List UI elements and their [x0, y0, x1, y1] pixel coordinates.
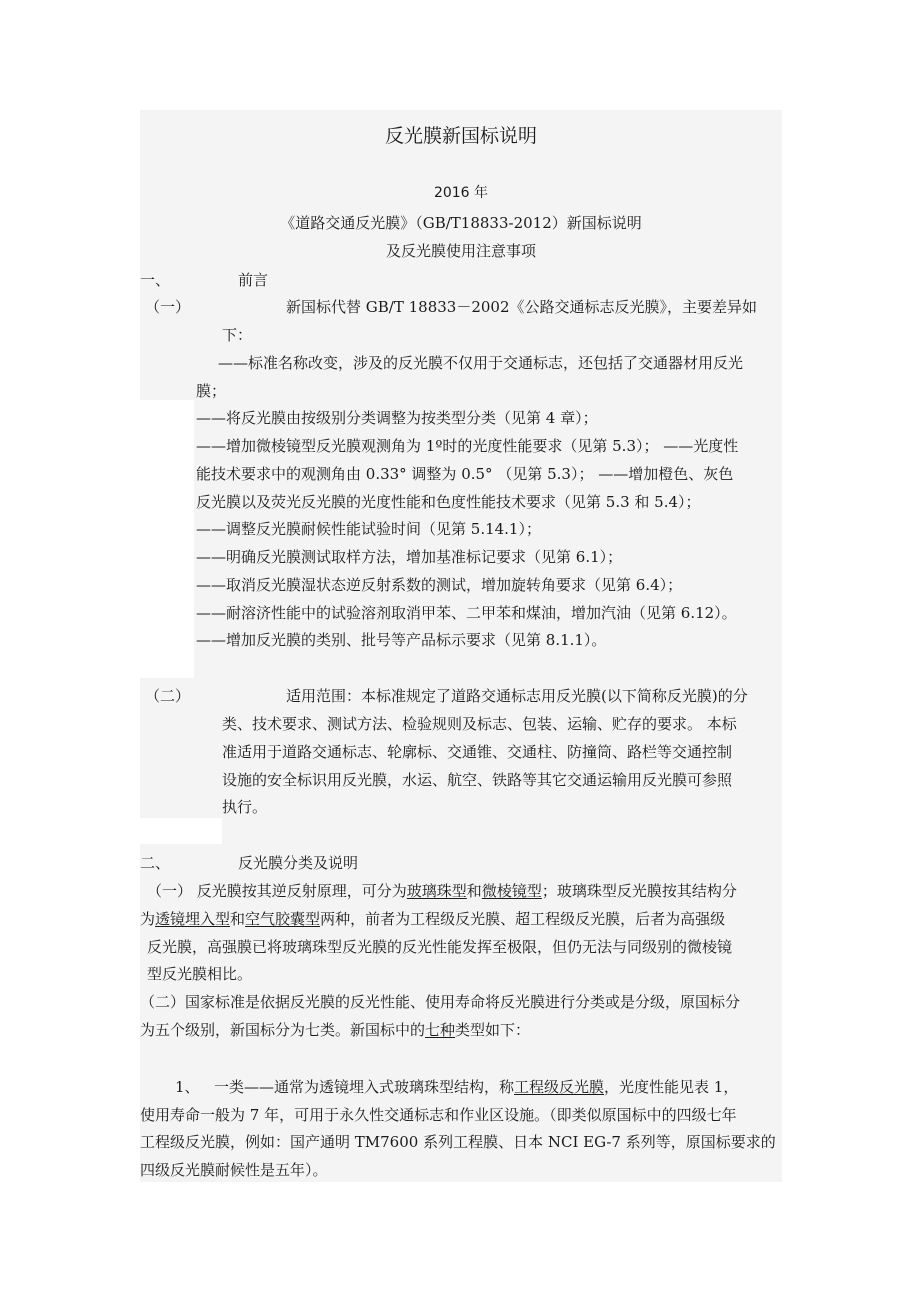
paragraph-line: 准适用于道路交通标志、轮廓标、交通锥、交通柱、防撞筒、路栏等交通控制: [222, 743, 733, 761]
paragraph-line: 下：: [222, 326, 253, 344]
paragraph-line: （二）国家标准是依据反光膜的反光性能、使用寿命将反光膜进行分类或是分级，原国标分: [140, 993, 741, 1011]
document-subtitle: 《道路交通反光膜》（GB/T18833-2012）新国标说明: [280, 214, 642, 232]
section-heading: 反光膜分类及说明: [238, 854, 359, 872]
paragraph-line: 使用寿命一般为 7 年，可用于永久性交通标志和作业区设施。（即类似原国标中的四级七年: [140, 1106, 737, 1124]
list-item: ——标准名称改变，涉及的反光膜不仅用于交通标志，还包括了交通器材用反光: [218, 354, 744, 372]
paragraph-line: 为透镜埋入型和空气胶囊型两种，前者为工程级反光膜、超工程级反光膜，后者为高强级: [140, 910, 726, 928]
list-item: ——将反光膜由按级别分类调整为按类型分类（见第 4 章）；: [196, 409, 598, 427]
list-item: ——明确反光膜测试取样方法，增加基准标记要求（见第 6.1）；: [196, 548, 623, 566]
paragraph-line: 反光膜，高强膜已将玻璃珠型反光膜的反光性能发挥至极限，但仍无法与同级别的微棱镜: [147, 938, 733, 956]
list-item: ——取消反光膜湿状态逆反射系数的测试，增加旋转角要求（见第 6.4）；: [196, 576, 683, 594]
gutter-strip: [140, 818, 222, 844]
document-title: 反光膜新国标说明: [384, 125, 537, 147]
list-number: 1、: [175, 1078, 200, 1096]
paragraph-line: 设施的安全标识用反光膜，水运、航空、铁路等其它交通运输用反光膜可参照: [222, 771, 733, 789]
paragraph-number: （二）: [145, 687, 191, 705]
document-year: 2016 年: [433, 185, 489, 201]
list-item: 反光膜以及荧光反光膜的光度性能和色度性能技术要求（见第 5.3 和 5.4）；: [196, 493, 701, 511]
document-subtitle: 及反光膜使用注意事项: [385, 242, 536, 260]
paragraph-number: （一）: [145, 298, 191, 316]
list-item: ——增加反光膜的类别、批号等产品标示要求（见第 8.1.1）。: [196, 631, 607, 649]
section-number: 二、: [140, 854, 171, 872]
list-item: 膜；: [196, 382, 227, 400]
list-item: ——增加微棱镜型反光膜观测角为 1º时的光度性能要求（见第 5.3）； ——光度性: [196, 437, 739, 455]
paragraph-line: （一） 反光膜按其逆反射原理，可分为玻璃珠型和微棱镜型；玻璃珠型反光膜按其结构分: [147, 882, 737, 900]
paragraph-line: 四级反光膜耐候性是五年）。: [140, 1161, 328, 1179]
list-item: ——耐溶济性能中的试验溶剂取消甲苯、二甲苯和煤油，增加汽油（见第 6.12）。: [196, 604, 737, 622]
section-heading: 前言: [238, 271, 269, 289]
list-item: ——调整反光膜耐候性能试验时间（见第 5.14.1）；: [196, 520, 541, 538]
gutter-strip: [140, 400, 194, 678]
paragraph-line: 为五个级别，新国标分为七类。新国标中的七种类型如下：: [140, 1021, 531, 1039]
paragraph-line: 执行。: [222, 798, 268, 816]
paragraph-line: 新国标代替 GB/T 18833－2002《公路交通标志反光膜》，主要差异如: [286, 298, 757, 316]
list-item: 能技术要求中的观测角由 0.33° 调整为 0.5° （见第 5.3）； ——增加橙色、灰色: [196, 465, 734, 483]
paragraph-line: 一类——通常为透镜埋入式玻璃珠型结构，称工程级反光膜，光度性能见表 1，: [214, 1078, 739, 1096]
paragraph-line: 类、技术要求、测试方法、检验规则及标志、包装、运输、贮存的要求。 本标: [222, 715, 737, 733]
paragraph-line: 型反光膜相比。: [147, 965, 253, 983]
paragraph-line: 适用范围：本标准规定了道路交通标志用反光膜(以下简称反光膜)的分: [286, 687, 748, 705]
section-number: 一、: [140, 271, 171, 289]
paragraph-line: 工程级反光膜，例如：国产通明 TM7600 系列工程膜、日本 NCI EG-7 系列等，原国标要求的: [140, 1133, 776, 1151]
